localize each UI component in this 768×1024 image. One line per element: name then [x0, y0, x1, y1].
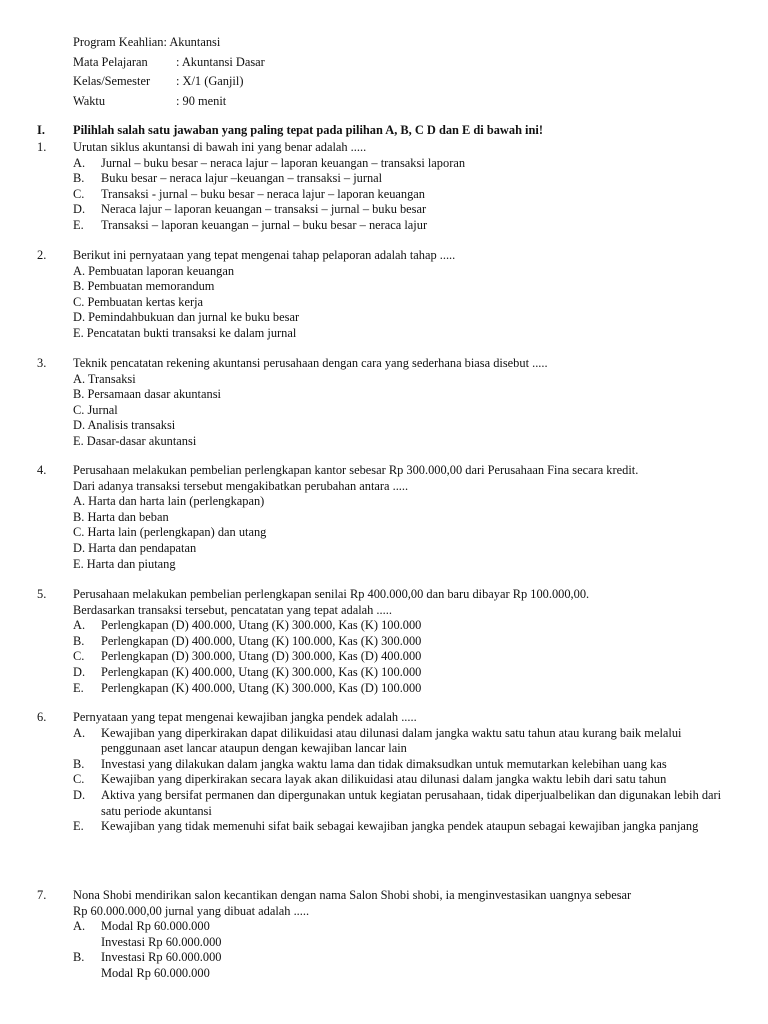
header-row [73, 74, 265, 94]
option: D. Analisis transaksi [73, 418, 176, 433]
header-value: : Akuntansi Dasar [176, 54, 265, 69]
option: C. Pembuatan kertas kerja [73, 294, 204, 309]
question-number: 7. [37, 888, 47, 902]
option-letter: A. [73, 919, 86, 934]
option-text: Jurnal – buku besar – neraca lajur – laporan keuangan – transaksi laporan [101, 155, 466, 170]
question-text: Nona Shobi mendirikan salon kecantikan dengan nama Salon Shobi shobi, ia menginvestasikan uangnya sebesar [73, 888, 632, 902]
option-letter: A. [73, 155, 86, 170]
option-letter: E. [73, 680, 84, 695]
option-letter: C. [73, 186, 85, 201]
question-text: Pernyataan yang tepat mengenai kewajiban jangka pendek adalah ..... [73, 710, 417, 724]
journal-line-debit: Investasi Rp 60.000.000 [101, 950, 222, 965]
option: A. Harta dan harta lain (perlengkapan) [73, 494, 265, 509]
option [37, 681, 737, 697]
question-number: 2. [37, 248, 47, 262]
header-label: Mata Pelajaran [73, 54, 148, 69]
option-letter: D. [73, 664, 86, 679]
question-number: 4. [37, 463, 47, 477]
question-number: 3. [37, 356, 47, 370]
header-row [73, 55, 265, 75]
header-value: : 90 menit [176, 94, 227, 109]
option-letter: D. [73, 202, 86, 217]
option: D. Pemindahbukuan dan jurnal ke buku besar [73, 310, 300, 325]
option-text: Transaksi – laporan keuangan – jurnal – buku besar – neraca lajur [101, 217, 428, 232]
option [37, 726, 737, 757]
header-row [73, 94, 265, 114]
section-instruction: Pilihlah salah satu jawaban yang paling tepat pada pilihan A, B, C D dan E di bawah ini! [73, 123, 543, 137]
option: B. Harta dan beban [73, 509, 169, 524]
question-5 [37, 587, 737, 696]
question-number: 1. [37, 140, 47, 154]
journal-line-debit: Modal Rp 60.000.000 [101, 919, 210, 934]
option [37, 788, 737, 819]
question-4 [37, 463, 737, 572]
question-number: 5. [37, 587, 47, 601]
option-letter: B. [73, 950, 85, 965]
option-text: Kewajiban yang diperkirakan dapat dilikuidasi atau dilunasi dalam jangka waktu satu tahun atau kurang baik melalui penggunaan aset lancar ataupun dengan kewajiban lancar lain [101, 725, 682, 756]
option [37, 649, 737, 665]
option-letter: C. [73, 772, 85, 787]
option-text: Buku besar – neraca lajur –keuangan – transaksi – jurnal [101, 171, 383, 186]
question-number: 6. [37, 710, 47, 724]
question-text: Perusahaan melakukan pembelian perlengkapan kantor sebesar Rp 300.000,00 dari Perusahaan Fina secara kredit. [73, 463, 639, 477]
question-text: Urutan siklus akuntansi di bawah ini yang benar adalah ..... [73, 140, 367, 154]
option: B. Persamaan dasar akuntansi [73, 387, 221, 402]
section-number: I. [37, 123, 45, 137]
header-label: Waktu [73, 94, 106, 109]
option: C. Harta lain (perlengkapan) dan utang [73, 525, 267, 540]
option [37, 171, 737, 187]
header-program: Program Keahlian: Akuntansi [73, 35, 221, 49]
option-text: Neraca lajur – laporan keuangan – transaksi – jurnal – buku besar [101, 202, 427, 217]
option [37, 772, 737, 788]
option [37, 156, 737, 172]
option-letter: B. [73, 171, 85, 186]
option [37, 950, 737, 981]
journal-line-credit: Investasi Rp 60.000.000 [101, 934, 222, 949]
option-letter: D. [73, 787, 86, 802]
option-text: Perlengkapan (D) 400.000, Utang (K) 100.000, Kas (K) 300.000 [101, 633, 422, 648]
option: A. Transaksi [73, 371, 136, 386]
section-heading [37, 123, 543, 139]
option-letter: E. [73, 217, 84, 232]
option: E. Harta dan piutang [73, 556, 176, 571]
option: E. Pencatatan bukti transaksi ke dalam jurnal [73, 325, 297, 340]
option-text: Perlengkapan (K) 400.000, Utang (K) 300.000, Kas (D) 100.000 [101, 680, 422, 695]
question-6 [37, 710, 737, 835]
question-3 [37, 356, 737, 450]
option-text: Perlengkapan (K) 400.000, Utang (K) 300.000, Kas (K) 100.000 [101, 664, 422, 679]
option: B. Pembuatan memorandum [73, 279, 215, 294]
option: E. Dasar-dasar akuntansi [73, 433, 197, 448]
option-text: Aktiva yang bersifat permanen dan dipergunakan untuk kegiatan perusahaan, tidak diperjualbelikan dan digunakan lebih dari satu periode akuntansi [101, 787, 722, 818]
journal-line-credit: Modal Rp 60.000.000 [101, 965, 210, 980]
option: C. Jurnal [73, 402, 118, 417]
option: A. Pembuatan laporan keuangan [73, 263, 235, 278]
option-letter: A. [73, 725, 86, 740]
option: D. Harta dan pendapatan [73, 540, 197, 555]
option-letter: A. [73, 618, 86, 633]
option-letter: C. [73, 649, 85, 664]
option [37, 919, 737, 950]
option-text: Investasi yang dilakukan dalam jangka waktu lama dan tidak dimaksudkan untuk memutarkan kelebihan uang kas [101, 756, 667, 771]
question-text: Berikut ini pernyataan yang tepat mengenai tahap pelaporan adalah tahap ..... [73, 248, 456, 262]
option [37, 634, 737, 650]
exam-header [73, 35, 265, 114]
option-text: Perlengkapan (D) 400.000, Utang (K) 300.000, Kas (K) 100.000 [101, 618, 422, 633]
option-text: Transaksi - jurnal – buku besar – neraca lajur – laporan keuangan [101, 186, 426, 201]
option [37, 819, 737, 835]
question-7 [37, 888, 737, 982]
option [37, 218, 737, 234]
question-text: Perusahaan melakukan pembelian perlengkapan senilai Rp 400.000,00 dan baru dibayar Rp 100.000,00. [73, 587, 590, 601]
question-text-continued: Berdasarkan transaksi tersebut, pencatatan yang tepat adalah ..... [73, 602, 392, 617]
option [37, 757, 737, 773]
header-value: : X/1 (Ganjil) [176, 74, 244, 89]
option [37, 187, 737, 203]
option-letter: B. [73, 633, 85, 648]
option-text: Kewajiban yang tidak memenuhi sifat baik sebagai kewajiban jangka pendek ataupun sebagai kewajiban jangka panjang [101, 819, 699, 834]
option-text: Kewajiban yang diperkirakan secara layak akan dilikuidasi atau dilunasi dalam jangka waktu lebih dari satu tahun [101, 772, 667, 787]
option [37, 202, 737, 218]
question-2 [37, 248, 737, 342]
option-text: Perlengkapan (D) 300.000, Utang (D) 300.000, Kas (D) 400.000 [101, 649, 422, 664]
option-letter: E. [73, 819, 84, 834]
question-text-continued: Rp 60.000.000,00 jurnal yang dibuat adalah ..... [73, 903, 310, 918]
question-text: Teknik pencatatan rekening akuntansi perusahaan dengan cara yang sederhana biasa disebut ..... [73, 356, 548, 370]
question-1 [37, 140, 737, 234]
option [37, 665, 737, 681]
question-text-continued: Dari adanya transaksi tersebut mengakibatkan perubahan antara ..... [73, 478, 409, 493]
option-letter: B. [73, 756, 85, 771]
header-label: Kelas/Semester [73, 74, 151, 89]
header-program-row [73, 35, 265, 55]
option [37, 618, 737, 634]
